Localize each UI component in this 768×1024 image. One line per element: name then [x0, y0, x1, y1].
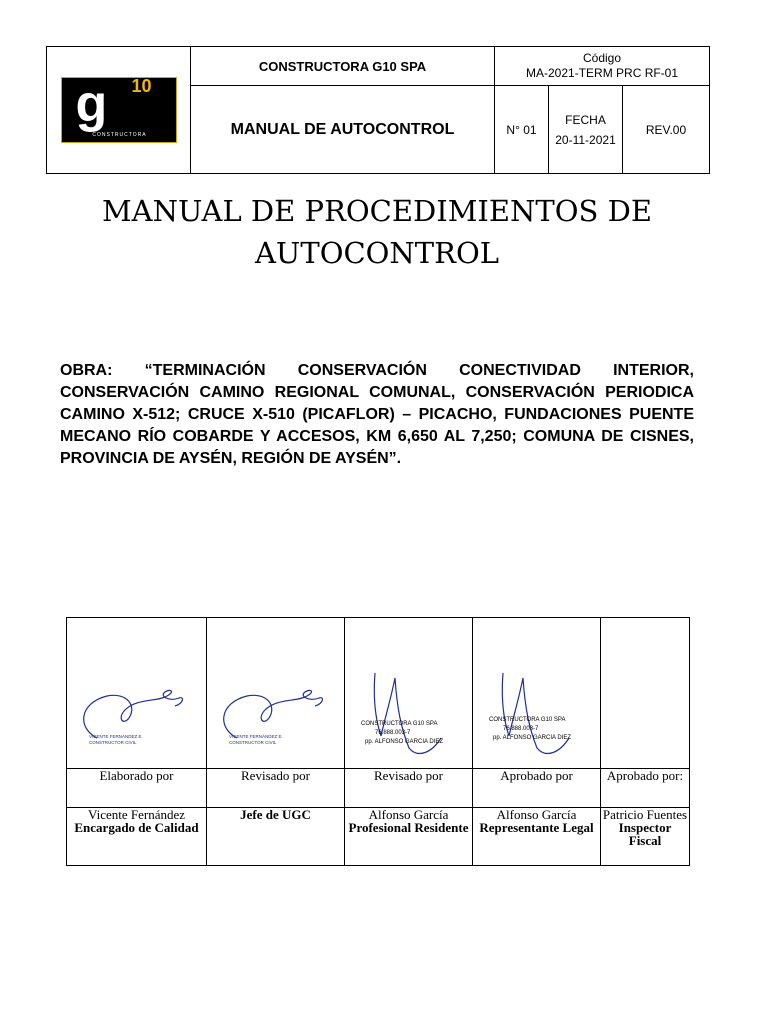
signer-2 — [207, 808, 345, 866]
date-label: FECHA — [565, 112, 606, 127]
signature-stamp-2: VICENTE FERNÁNDEZ E. CONSTRUCTOR CIVIL — [229, 734, 283, 745]
signature-cell-1 — [67, 618, 207, 769]
signature-cell-4 — [473, 618, 601, 769]
g10-logo — [61, 77, 177, 143]
manual-title: MANUAL DE AUTOCONTROL — [191, 86, 495, 174]
handwritten-signature — [473, 618, 601, 768]
signature-table — [66, 617, 690, 866]
signer-4 — [473, 808, 601, 866]
signature-cell-2 — [207, 618, 345, 769]
date-cell — [549, 86, 623, 174]
role-revisado-2: Revisado por — [345, 769, 473, 808]
date-value: 20-11-2021 — [555, 132, 616, 147]
company-logo-cell — [47, 47, 191, 174]
document-number: N° 01 — [495, 86, 549, 174]
logo-number: 10 — [131, 76, 152, 96]
signer-name: Alfonso García — [368, 807, 449, 822]
signature-cell-5 — [601, 618, 690, 769]
revision: REV.00 — [623, 86, 710, 174]
signature-cell-3 — [345, 618, 473, 769]
signer-1 — [67, 808, 207, 866]
signer-name: Vicente Fernández — [87, 807, 186, 822]
signer-name: Alfonso García — [496, 807, 577, 822]
role-revisado-1: Revisado por — [207, 769, 345, 808]
project-description: OBRA: “TERMINACIÓN CONSERVACIÓN CONECTIVIDAD INTERIOR, CONSERVACIÓN CAMINO REGIONAL COMUNAL, CONSERVACIÓN PERIODICA CAMINO X-512; CRUCE X-510 (PICAFLOR) – PICACHO, FUNDACIONES PUENTE MECANO RÍO COBARDE Y ACCESOS, KM 6,650 AL 7,250; COMUNA DE CISNES, PROVINCIA DE AYSÉN, REGIÓN DE AYSÉN”. — [60, 362, 694, 467]
signer-name: Patricio Fuentes — [602, 807, 688, 822]
company-stamp-3: CONSTRUCTORA G10 SPA 76.888.003-7 pp. ALFONSO GARCIA DIEZ — [361, 721, 444, 745]
logo-subtitle: CONSTRUCTORA — [92, 132, 147, 138]
signer-3 — [345, 808, 473, 866]
page-title-line-1: MANUAL DE PROCEDIMIENTOS DE — [101, 194, 653, 228]
logo-letter: g — [75, 75, 108, 133]
signer-title: Jefe de UGC — [240, 807, 311, 822]
role-aprobado-2: Aprobado por: — [601, 769, 690, 808]
document-code-cell — [495, 47, 710, 86]
page-title — [80, 190, 674, 274]
signer-5 — [601, 808, 690, 866]
signer-title: Representante Legal — [479, 820, 594, 835]
signature-stamp-1: VICENTE FERNÁNDEZ E. CONSTRUCTOR CIVIL — [89, 734, 143, 745]
codigo-label: Código — [583, 51, 622, 65]
role-aprobado-1: Aprobado por — [473, 769, 601, 808]
signer-title: Inspector Fiscal — [618, 820, 672, 848]
role-elaborado: Elaborado por — [67, 769, 207, 808]
page-title-line-2: AUTOCONTROL — [254, 236, 500, 270]
company-stamp-4: CONSTRUCTORA G10 SPA 76.888.003-7 pp. ALFONSO GARCIA DIEZ — [489, 717, 572, 741]
document-header-table — [46, 46, 710, 174]
signer-title: Encargado de Calidad — [74, 820, 199, 835]
signer-title: Profesional Residente — [348, 820, 469, 835]
codigo-value: MA-2021-TERM PRC RF-01 — [526, 66, 679, 80]
company-name: CONSTRUCTORA G10 SPA — [191, 47, 495, 86]
